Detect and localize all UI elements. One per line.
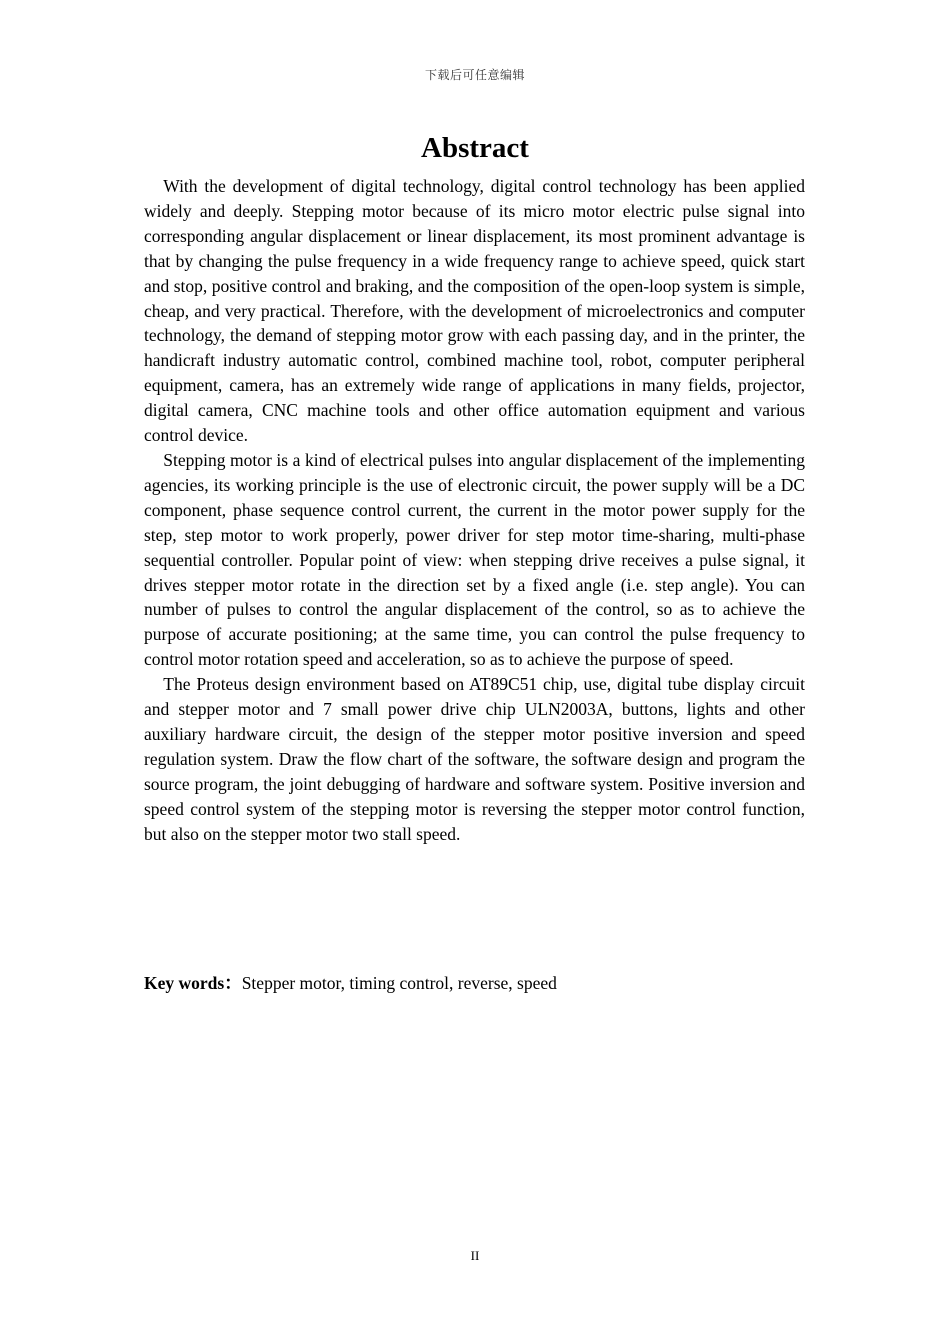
keywords-value: Stepper motor, timing control, reverse, speed [241, 973, 557, 993]
abstract-paragraph-3: The Proteus design environment based on AT89C51 chip, use, digital tube display circuit and stepper motor and 7 small power drive chip ULN2003A, buttons, lights and other auxiliary hardware circuit, the design of the stepper motor positive inversion and speed regulation system. Draw the flow chart of the software, the software design and program the source program, the joint debugging of hardware and software system. Positive inversion and speed control system of the stepping motor is reversing the stepper motor control function, but also on the stepper motor two stall speed. [144, 674, 805, 844]
abstract-paragraph-1: With the development of digital technology, digital control technology has been applied widely and deeply. Stepping motor because of its micro motor electric pulse signal into corresponding angular displacement or linear displacement, its most prominent advantage is that by changing the pulse frequency in a wide frequency range to achieve speed, quick start and stop, positive control and braking, and the composition of the open-loop system is simple, cheap, and very practical. Therefore, with the development of microelectronics and computer technology, the demand of stepping motor grow with each passing day, and in the printer, the handicraft industry automatic control, combined machine tool, robot, computer peripheral equipment, camera, has an extremely wide range of applications in many fields, projector, digital camera, CNC machine tools and other office automation equipment and various control device. [144, 176, 805, 446]
abstract-body [144, 174, 805, 846]
page-number: II [470, 1248, 480, 1263]
abstract-paragraph-2: Stepping motor is a kind of electrical pulses into angular displacement of the implementing agencies, its working principle is the use of electronic circuit, the power supply will be a DC component, phase sequence control current, the current in the motor power supply for the step, step motor to work properly, power driver for step motor time-sharing, multi-phase sequential controller. Popular point of view: when stepping drive receives a pulse signal, it drives stepper motor rotate in the direction set by a fixed angle (i.e. step angle). You can number of pulses to control the angular displacement of the control, so as to achieve the purpose of accurate positioning; at the same time, you can control the pulse frequency to control motor rotation speed and acceleration, so as to achieve the purpose of speed. [144, 449, 805, 670]
keywords-line [144, 971, 805, 996]
abstract-title: Abstract [421, 132, 529, 164]
keywords-label: Key words： [144, 973, 242, 993]
header-note: 下载后可任意编辑 [424, 68, 525, 82]
